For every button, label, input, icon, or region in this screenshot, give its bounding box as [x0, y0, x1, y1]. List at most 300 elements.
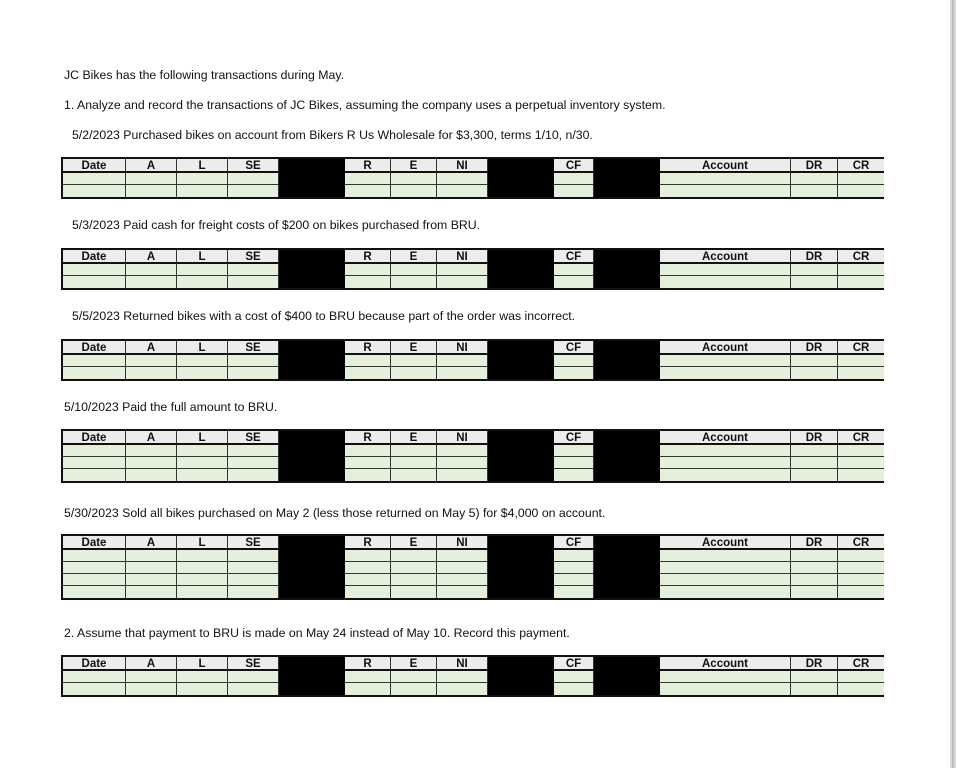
input-cell-dr[interactable] [791, 457, 838, 469]
input-cell-dr[interactable] [791, 550, 838, 562]
header-cf: CF [554, 341, 594, 355]
input-cell-e[interactable] [391, 355, 437, 367]
header-cr: CR [838, 431, 884, 445]
separator-block [594, 671, 660, 683]
input-cell-cf[interactable] [554, 185, 594, 197]
header-date: Date [63, 159, 126, 173]
input-cell-a[interactable] [126, 264, 177, 276]
input-cell-ni[interactable] [437, 264, 488, 276]
input-cell-cf[interactable] [554, 574, 594, 586]
input-cell-cf[interactable] [554, 457, 594, 469]
input-cell-cr[interactable] [838, 550, 884, 562]
input-cell-dr[interactable] [791, 264, 838, 276]
input-cell-cr[interactable] [838, 469, 884, 481]
input-cell-account[interactable] [660, 683, 791, 695]
input-cell-r[interactable] [345, 185, 391, 197]
separator-block [279, 683, 345, 695]
separator-block [488, 355, 554, 367]
input-cell-se[interactable] [228, 264, 279, 276]
input-cell-account[interactable] [660, 574, 791, 586]
header-se: SE [228, 536, 279, 550]
separator-block [279, 276, 345, 288]
header-dr: DR [791, 250, 838, 264]
input-cell-a[interactable] [126, 574, 177, 586]
input-cell-se[interactable] [228, 173, 279, 185]
header-date: Date [63, 536, 126, 550]
separator-block [488, 574, 554, 586]
input-cell-r[interactable] [345, 276, 391, 288]
separator-block [279, 457, 345, 469]
input-cell-date[interactable] [63, 586, 126, 598]
input-cell-cf[interactable] [554, 683, 594, 695]
separator-block [594, 657, 660, 671]
header-date: Date [63, 341, 126, 355]
input-cell-dr[interactable] [791, 355, 838, 367]
input-cell-dr[interactable] [791, 683, 838, 695]
input-cell-l[interactable] [177, 562, 228, 574]
input-cell-dr[interactable] [791, 367, 838, 379]
input-cell-l[interactable] [177, 185, 228, 197]
separator-block [488, 536, 554, 550]
header-ni: NI [437, 536, 488, 550]
input-cell-date[interactable] [63, 276, 126, 288]
intro-text: JC Bikes has the following transactions during May. [64, 68, 345, 82]
input-cell-cf[interactable] [554, 264, 594, 276]
input-cell-e[interactable] [391, 562, 437, 574]
separator-block [594, 562, 660, 574]
input-cell-l[interactable] [177, 457, 228, 469]
separator-block [488, 586, 554, 598]
separator-block [594, 536, 660, 550]
separator-block [279, 657, 345, 671]
input-cell-date[interactable] [63, 469, 126, 481]
input-cell-date[interactable] [63, 367, 126, 379]
header-account: Account [660, 341, 791, 355]
separator-block [279, 469, 345, 481]
header-se: SE [228, 159, 279, 173]
header-l: L [177, 341, 228, 355]
input-cell-date[interactable] [63, 457, 126, 469]
worksheet-grid-5 [61, 534, 884, 600]
input-cell-a[interactable] [126, 469, 177, 481]
header-a: A [126, 431, 177, 445]
header-e: E [391, 341, 437, 355]
input-cell-account[interactable] [660, 185, 791, 197]
header-dr: DR [791, 657, 838, 671]
header-e: E [391, 657, 437, 671]
separator-block [594, 367, 660, 379]
input-cell-ni[interactable] [437, 550, 488, 562]
input-cell-e[interactable] [391, 550, 437, 562]
input-cell-account[interactable] [660, 264, 791, 276]
input-cell-date[interactable] [63, 671, 126, 683]
separator-block [488, 173, 554, 185]
input-cell-l[interactable] [177, 550, 228, 562]
header-ni: NI [437, 341, 488, 355]
separator-block [279, 355, 345, 367]
header-r: R [345, 341, 391, 355]
input-cell-l[interactable] [177, 276, 228, 288]
header-account: Account [660, 159, 791, 173]
input-cell-dr[interactable] [791, 671, 838, 683]
header-r: R [345, 431, 391, 445]
input-cell-l[interactable] [177, 173, 228, 185]
input-cell-a[interactable] [126, 457, 177, 469]
separator-block [488, 550, 554, 562]
header-dr: DR [791, 341, 838, 355]
question-2-text: 2. Assume that payment to BRU is made on May 24 instead of May 10. Record this payment. [64, 626, 570, 640]
input-cell-ni[interactable] [437, 276, 488, 288]
input-cell-a[interactable] [126, 550, 177, 562]
input-cell-account[interactable] [660, 276, 791, 288]
worksheet-grid-1 [61, 157, 884, 199]
input-cell-r[interactable] [345, 445, 391, 457]
header-ni: NI [437, 250, 488, 264]
input-cell-account[interactable] [660, 469, 791, 481]
header-l: L [177, 159, 228, 173]
input-cell-dr[interactable] [791, 445, 838, 457]
input-cell-date[interactable] [63, 683, 126, 695]
header-cf: CF [554, 250, 594, 264]
input-cell-dr[interactable] [791, 185, 838, 197]
separator-block [594, 264, 660, 276]
input-cell-cr[interactable] [838, 683, 884, 695]
input-cell-account[interactable] [660, 367, 791, 379]
page-edge [950, 0, 956, 768]
input-cell-r[interactable] [345, 550, 391, 562]
input-cell-dr[interactable] [791, 469, 838, 481]
input-cell-l[interactable] [177, 355, 228, 367]
input-cell-se[interactable] [228, 671, 279, 683]
input-cell-se[interactable] [228, 562, 279, 574]
input-cell-account[interactable] [660, 173, 791, 185]
input-cell-e[interactable] [391, 671, 437, 683]
header-r: R [345, 657, 391, 671]
separator-block [279, 431, 345, 445]
separator-block [488, 657, 554, 671]
separator-block [279, 367, 345, 379]
input-cell-date[interactable] [63, 445, 126, 457]
header-a: A [126, 250, 177, 264]
header-se: SE [228, 431, 279, 445]
header-l: L [177, 431, 228, 445]
header-date: Date [63, 657, 126, 671]
header-a: A [126, 341, 177, 355]
input-cell-date[interactable] [63, 264, 126, 276]
separator-block [279, 671, 345, 683]
separator-block [594, 574, 660, 586]
input-cell-r[interactable] [345, 355, 391, 367]
header-dr: DR [791, 159, 838, 173]
separator-block [594, 159, 660, 173]
input-cell-date[interactable] [63, 550, 126, 562]
input-cell-e[interactable] [391, 185, 437, 197]
header-r: R [345, 250, 391, 264]
input-cell-cf[interactable] [554, 367, 594, 379]
header-l: L [177, 657, 228, 671]
input-cell-account[interactable] [660, 445, 791, 457]
input-cell-ni[interactable] [437, 367, 488, 379]
input-cell-r[interactable] [345, 457, 391, 469]
input-cell-dr[interactable] [791, 173, 838, 185]
transaction-3-text: 5/5/2023 Returned bikes with a cost of $400 to BRU because part of the order was incorrect. [72, 309, 576, 323]
input-cell-r[interactable] [345, 683, 391, 695]
input-cell-se[interactable] [228, 574, 279, 586]
input-cell-date[interactable] [63, 173, 126, 185]
input-cell-se[interactable] [228, 276, 279, 288]
separator-block [594, 341, 660, 355]
separator-block [279, 173, 345, 185]
input-cell-cf[interactable] [554, 276, 594, 288]
worksheet-grid-4 [61, 429, 884, 483]
input-cell-cr[interactable] [838, 264, 884, 276]
input-cell-se[interactable] [228, 550, 279, 562]
input-cell-ni[interactable] [437, 173, 488, 185]
transaction-1-text: 5/2/2023 Purchased bikes on account from Bikers R Us Wholesale for $3,300, terms 1/10, n/30. [72, 128, 593, 142]
separator-block [594, 445, 660, 457]
input-cell-cr[interactable] [838, 671, 884, 683]
header-dr: DR [791, 536, 838, 550]
separator-block [279, 586, 345, 598]
worksheet-grid-6 [61, 655, 884, 697]
input-cell-e[interactable] [391, 367, 437, 379]
input-cell-se[interactable] [228, 445, 279, 457]
separator-block [279, 536, 345, 550]
input-cell-l[interactable] [177, 574, 228, 586]
input-cell-se[interactable] [228, 457, 279, 469]
input-cell-ni[interactable] [437, 355, 488, 367]
input-cell-r[interactable] [345, 469, 391, 481]
header-cr: CR [838, 536, 884, 550]
input-cell-r[interactable] [345, 173, 391, 185]
separator-block [279, 159, 345, 173]
input-cell-l[interactable] [177, 367, 228, 379]
input-cell-l[interactable] [177, 264, 228, 276]
input-cell-a[interactable] [126, 683, 177, 695]
input-cell-e[interactable] [391, 683, 437, 695]
input-cell-se[interactable] [228, 355, 279, 367]
input-cell-se[interactable] [228, 367, 279, 379]
input-cell-account[interactable] [660, 457, 791, 469]
input-cell-ni[interactable] [437, 469, 488, 481]
input-cell-a[interactable] [126, 276, 177, 288]
header-cr: CR [838, 159, 884, 173]
separator-block [594, 355, 660, 367]
input-cell-dr[interactable] [791, 574, 838, 586]
input-cell-cf[interactable] [554, 586, 594, 598]
input-cell-a[interactable] [126, 586, 177, 598]
input-cell-ni[interactable] [437, 683, 488, 695]
input-cell-e[interactable] [391, 586, 437, 598]
input-cell-se[interactable] [228, 586, 279, 598]
input-cell-e[interactable] [391, 457, 437, 469]
input-cell-e[interactable] [391, 173, 437, 185]
input-cell-l[interactable] [177, 469, 228, 481]
separator-block [279, 250, 345, 264]
separator-block [594, 276, 660, 288]
input-cell-cf[interactable] [554, 671, 594, 683]
header-r: R [345, 536, 391, 550]
input-cell-ni[interactable] [437, 586, 488, 598]
header-cf: CF [554, 657, 594, 671]
input-cell-e[interactable] [391, 264, 437, 276]
separator-block [594, 431, 660, 445]
input-cell-date[interactable] [63, 185, 126, 197]
separator-block [488, 276, 554, 288]
header-cr: CR [838, 657, 884, 671]
input-cell-cf[interactable] [554, 355, 594, 367]
input-cell-a[interactable] [126, 173, 177, 185]
input-cell-a[interactable] [126, 445, 177, 457]
header-ni: NI [437, 431, 488, 445]
input-cell-cr[interactable] [838, 562, 884, 574]
input-cell-date[interactable] [63, 355, 126, 367]
separator-block [488, 683, 554, 695]
separator-block [488, 671, 554, 683]
input-cell-r[interactable] [345, 367, 391, 379]
input-cell-cr[interactable] [838, 367, 884, 379]
transaction-4-text: 5/10/2023 Paid the full amount to BRU. [64, 400, 278, 414]
input-cell-cr[interactable] [838, 355, 884, 367]
header-ni: NI [437, 657, 488, 671]
header-e: E [391, 250, 437, 264]
input-cell-ni[interactable] [437, 562, 488, 574]
input-cell-cf[interactable] [554, 173, 594, 185]
input-cell-l[interactable] [177, 671, 228, 683]
input-cell-account[interactable] [660, 562, 791, 574]
header-date: Date [63, 431, 126, 445]
input-cell-a[interactable] [126, 562, 177, 574]
input-cell-cr[interactable] [838, 276, 884, 288]
separator-block [488, 367, 554, 379]
input-cell-r[interactable] [345, 574, 391, 586]
separator-block [488, 341, 554, 355]
separator-block [279, 185, 345, 197]
separator-block [488, 431, 554, 445]
separator-block [594, 457, 660, 469]
input-cell-cr[interactable] [838, 445, 884, 457]
header-a: A [126, 536, 177, 550]
input-cell-a[interactable] [126, 367, 177, 379]
input-cell-dr[interactable] [791, 276, 838, 288]
input-cell-e[interactable] [391, 445, 437, 457]
input-cell-account[interactable] [660, 671, 791, 683]
input-cell-cr[interactable] [838, 574, 884, 586]
input-cell-cr[interactable] [838, 185, 884, 197]
header-cf: CF [554, 431, 594, 445]
header-cr: CR [838, 250, 884, 264]
input-cell-date[interactable] [63, 574, 126, 586]
header-cf: CF [554, 536, 594, 550]
input-cell-r[interactable] [345, 586, 391, 598]
header-a: A [126, 657, 177, 671]
input-cell-cf[interactable] [554, 562, 594, 574]
input-cell-cr[interactable] [838, 457, 884, 469]
input-cell-ni[interactable] [437, 457, 488, 469]
separator-block [488, 469, 554, 481]
header-e: E [391, 536, 437, 550]
input-cell-e[interactable] [391, 574, 437, 586]
input-cell-l[interactable] [177, 683, 228, 695]
input-cell-se[interactable] [228, 185, 279, 197]
input-cell-ni[interactable] [437, 671, 488, 683]
input-cell-cr[interactable] [838, 586, 884, 598]
header-account: Account [660, 536, 791, 550]
header-date: Date [63, 250, 126, 264]
input-cell-cf[interactable] [554, 445, 594, 457]
separator-block [279, 550, 345, 562]
input-cell-cf[interactable] [554, 550, 594, 562]
worksheet-grid-2 [61, 248, 884, 290]
input-cell-dr[interactable] [791, 586, 838, 598]
header-e: E [391, 431, 437, 445]
separator-block [488, 185, 554, 197]
worksheet-grid-3 [61, 339, 884, 381]
separator-block [594, 173, 660, 185]
separator-block [488, 445, 554, 457]
input-cell-ni[interactable] [437, 185, 488, 197]
header-se: SE [228, 657, 279, 671]
input-cell-r[interactable] [345, 264, 391, 276]
input-cell-l[interactable] [177, 445, 228, 457]
separator-block [488, 159, 554, 173]
input-cell-l[interactable] [177, 586, 228, 598]
header-ni: NI [437, 159, 488, 173]
input-cell-date[interactable] [63, 562, 126, 574]
input-cell-se[interactable] [228, 469, 279, 481]
input-cell-a[interactable] [126, 185, 177, 197]
separator-block [279, 562, 345, 574]
input-cell-account[interactable] [660, 550, 791, 562]
header-l: L [177, 250, 228, 264]
separator-block [279, 264, 345, 276]
input-cell-r[interactable] [345, 671, 391, 683]
input-cell-ni[interactable] [437, 445, 488, 457]
input-cell-a[interactable] [126, 355, 177, 367]
header-cf: CF [554, 159, 594, 173]
question-1-text: 1. Analyze and record the transactions of JC Bikes, assuming the company uses a perpetual inventory system. [64, 98, 666, 112]
separator-block [488, 562, 554, 574]
input-cell-dr[interactable] [791, 562, 838, 574]
header-account: Account [660, 657, 791, 671]
separator-block [594, 586, 660, 598]
input-cell-cr[interactable] [838, 173, 884, 185]
transaction-5-text: 5/30/2023 Sold all bikes purchased on May 2 (less those returned on May 5) for $4,000 on account. [64, 506, 606, 520]
header-dr: DR [791, 431, 838, 445]
header-account: Account [660, 250, 791, 264]
input-cell-account[interactable] [660, 586, 791, 598]
separator-block [279, 445, 345, 457]
input-cell-ni[interactable] [437, 574, 488, 586]
header-r: R [345, 159, 391, 173]
input-cell-e[interactable] [391, 469, 437, 481]
separator-block [594, 683, 660, 695]
transaction-2-text: 5/3/2023 Paid cash for freight costs of $200 on bikes purchased from BRU. [72, 218, 481, 232]
input-cell-e[interactable] [391, 276, 437, 288]
header-e: E [391, 159, 437, 173]
separator-block [594, 185, 660, 197]
input-cell-r[interactable] [345, 562, 391, 574]
input-cell-cf[interactable] [554, 469, 594, 481]
separator-block [594, 550, 660, 562]
separator-block [594, 469, 660, 481]
header-se: SE [228, 250, 279, 264]
input-cell-se[interactable] [228, 683, 279, 695]
separator-block [488, 250, 554, 264]
input-cell-account[interactable] [660, 355, 791, 367]
input-cell-a[interactable] [126, 671, 177, 683]
separator-block [279, 341, 345, 355]
